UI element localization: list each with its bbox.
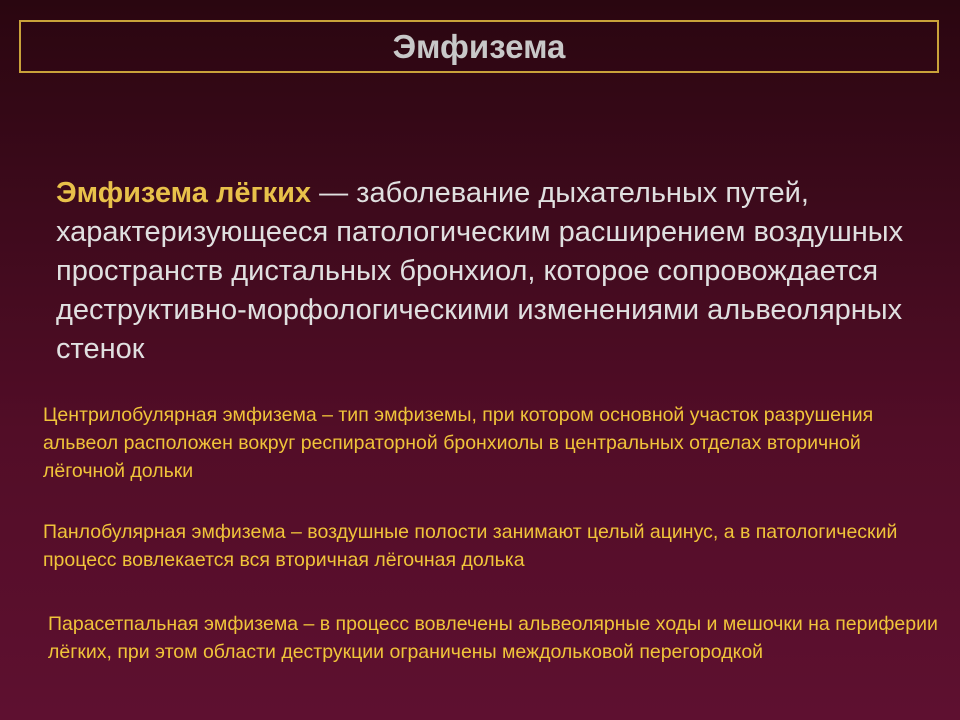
- type-paraseptal: Парасетпальная эмфизема – в процесс вовлечены альвеолярные ходы и мешочки на периферии лёгких, при этом области деструкции ограничены междольковой перегородкой: [48, 613, 938, 663]
- type-centrilobular: Центрилобулярная эмфизема – тип эмфиземы, при котором основной участок разрушения альвеол расположен вокруг респираторной бронхиолы в центральных отделах вторичной лёгочной дольки: [43, 404, 874, 482]
- definition-body: — заболевание дыхательных путей, характеризующееся патологическим расширением воздушных пространств дистальных бронхиол, которое сопровождается деструктивно-морфологическими изменениями альвеолярных стенок: [56, 177, 904, 365]
- definition-term: Эмфизема лёгких: [56, 177, 312, 209]
- type-panlobular: Панлобулярная эмфизема – воздушные полости занимают целый ацинус, а в патологический процесс вовлекается вся вторичная лёгочная долька: [43, 521, 898, 571]
- definition-paragraph: [56, 174, 926, 369]
- title-frame: [19, 20, 939, 73]
- slide-title: Эмфизема: [392, 27, 566, 65]
